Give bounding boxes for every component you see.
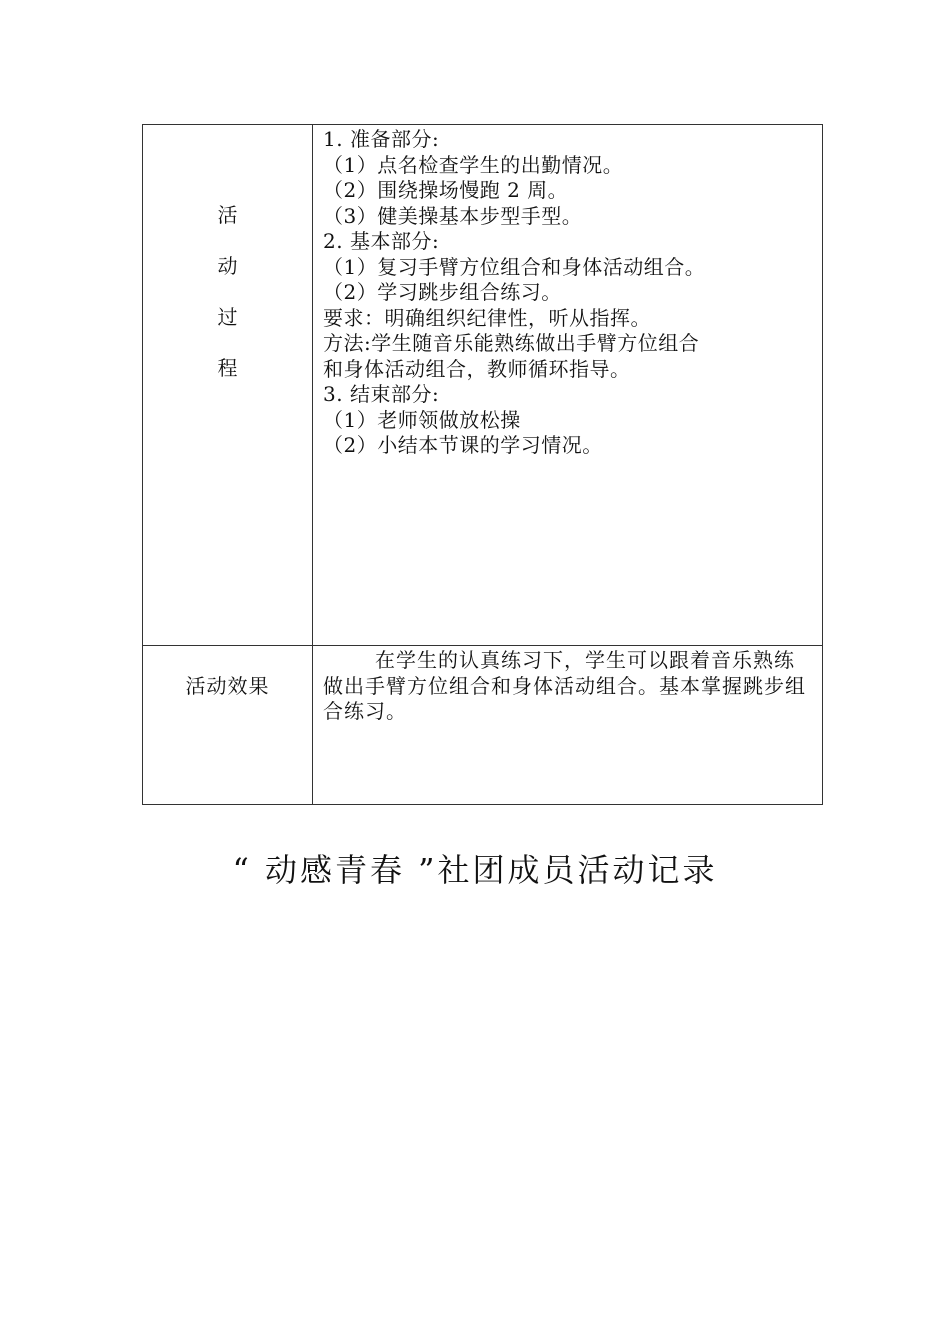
label-char: 程	[217, 356, 238, 380]
process-line: 1. 准备部分:	[323, 127, 440, 151]
process-line: 2. 基本部分:	[323, 229, 440, 253]
activity-record-table	[142, 124, 823, 805]
process-line: （2）围绕操场慢跑 2 周。	[323, 178, 569, 202]
activity-effect-content	[313, 646, 822, 804]
process-line: （2）小结本节课的学习情况。	[323, 433, 603, 457]
activity-effect-label: 活动效果	[185, 674, 270, 698]
process-line: （1）点名检查学生的出勤情况。	[323, 152, 624, 177]
page-title: “ 动感青春 ”社团成员活动记录	[232, 851, 718, 889]
process-line: （1）老师领做放松操	[323, 407, 521, 432]
process-line: （1）复习手臂方位组合和身体活动组合。	[323, 254, 706, 279]
label-char: 活	[217, 203, 238, 227]
activity-process-content	[313, 125, 822, 645]
process-line: 要求：明确组织纪律性，听从指挥。	[323, 305, 651, 330]
process-line: 方法:学生随音乐能熟练做出手臂方位组合	[323, 331, 700, 355]
process-line: （2）学习跳步组合练习。	[323, 280, 562, 304]
label-char: 动	[217, 254, 238, 278]
activity-process-row	[143, 125, 822, 646]
label-char: 过	[217, 305, 238, 329]
activity-effect-row	[143, 646, 822, 804]
process-line: 3. 结束部分:	[323, 382, 440, 406]
activity-effect-text: 在学生的认真练习下，学生可以跟着音乐熟练做出手臂方位组合和身体活动组合。基本掌握跳步组合练习。	[323, 648, 806, 723]
activity-process-label-cell	[143, 125, 313, 645]
process-line: 和身体活动组合，教师循环指导。	[323, 356, 631, 381]
process-line: （3）健美操基本步型手型。	[323, 203, 583, 228]
activity-effect-label-cell	[143, 646, 313, 804]
activity-process-label	[143, 201, 312, 405]
